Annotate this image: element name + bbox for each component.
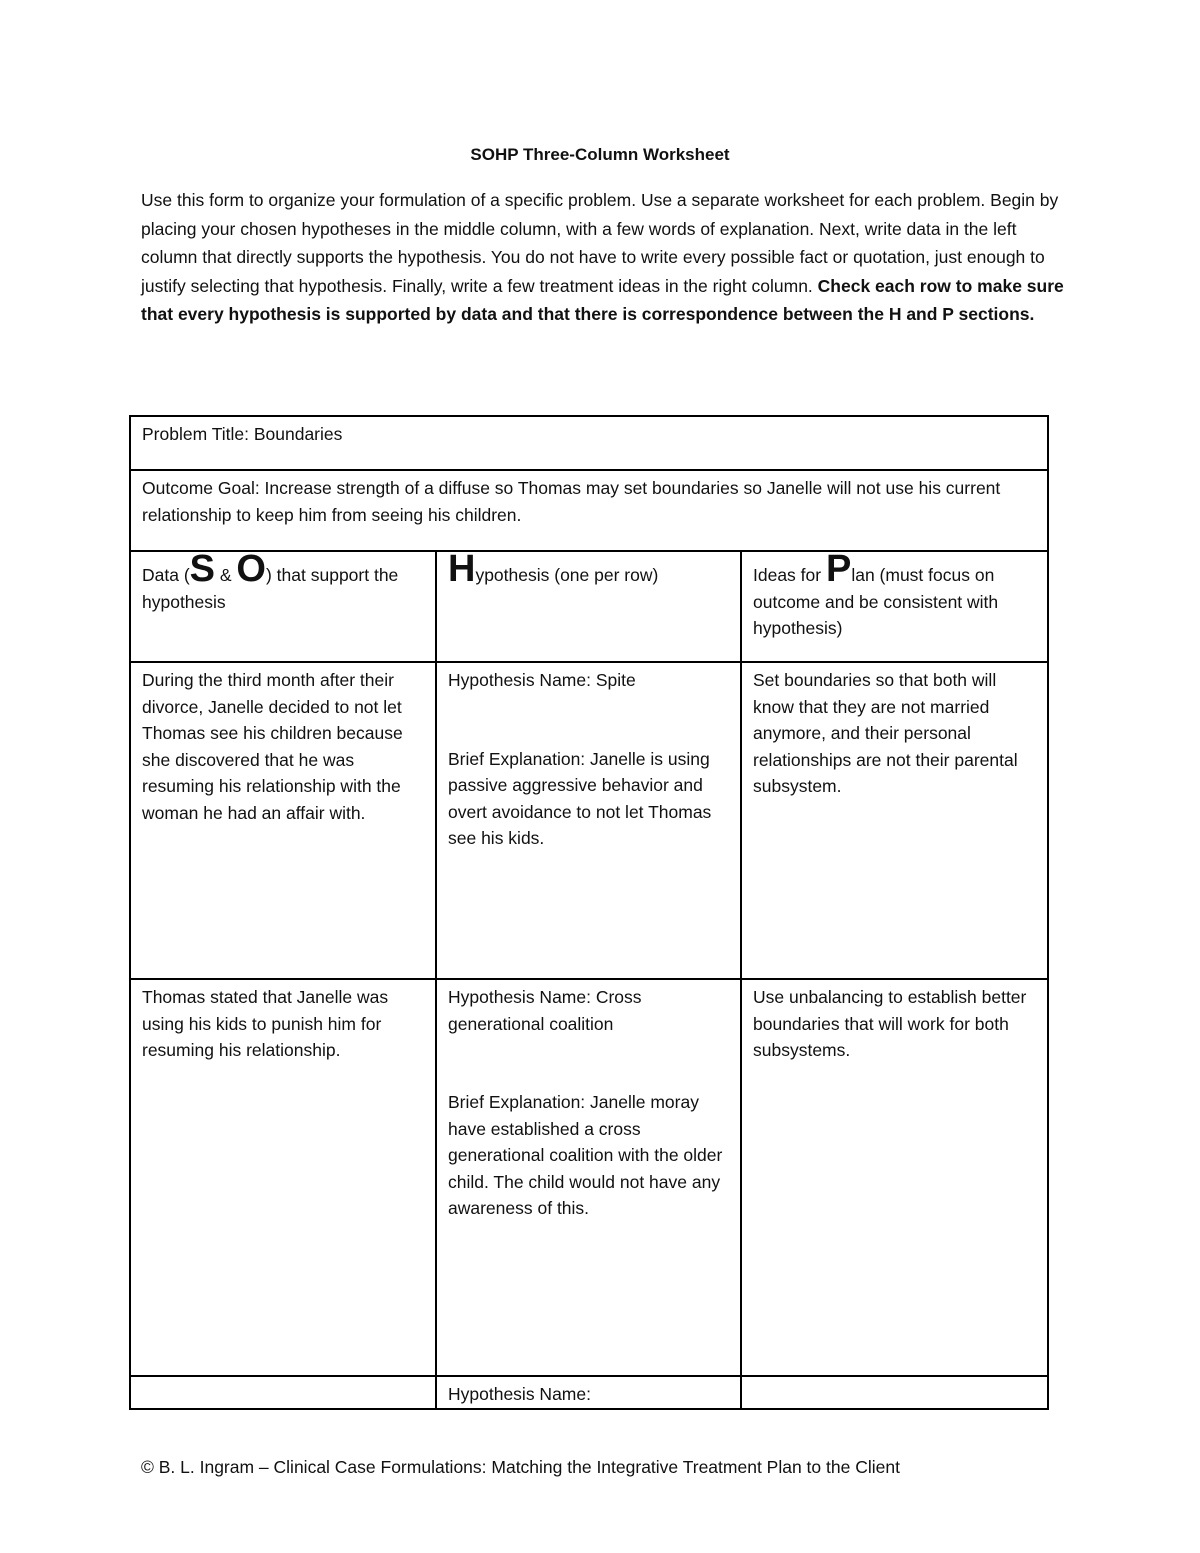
intro-bold-text: Check each row to make sure that every hypothesis is supported by data and that there is correspondence between the H and P sections.: [141, 275, 1064, 324]
data-cell: [130, 979, 436, 1376]
plan-header-text: lan (must focus on outcome and be consistent with hypothesis): [753, 565, 999, 638]
plan-header-prefix: Ideas for: [753, 565, 826, 585]
plan-cell: [741, 1376, 1048, 1409]
problem-title-cell: [130, 416, 1048, 470]
intro-paragraph: [141, 186, 1071, 329]
plan-cell: [741, 979, 1048, 1376]
hypothesis-cell: [436, 979, 741, 1376]
data-header-ampersand: &: [215, 565, 237, 585]
data-header-prefix: Data (: [142, 565, 190, 585]
hypothesis-name: Hypothesis Name:: [448, 1384, 591, 1404]
data-text: During the third month after their divorce, Janelle decided to not let Thomas see his children because she discovered that he was resuming his relationship with the woman he had an affair with.: [142, 670, 403, 823]
plan-text: Set boundaries so that both will know that they are not married anymore, and their personal relationships are not their parental subsystem.: [753, 670, 1018, 796]
hypothesis-cell: [436, 1376, 741, 1409]
hypothesis-column-header: [436, 548, 741, 662]
table-row: [130, 1376, 1048, 1409]
table-row: [130, 979, 1048, 1376]
outcome-goal-cell: [130, 470, 1048, 551]
hypothesis-explanation: Brief Explanation: Janelle is using passive aggressive behavior and overt avoidance to not let Thomas see his kids.: [448, 748, 712, 848]
hypothesis-name: Hypothesis Name: Cross generational coalition: [448, 987, 642, 1034]
data-cell: [130, 662, 436, 979]
data-header-suffix: ) that support the hypothesis: [142, 565, 399, 612]
hypothesis-name: Hypothesis Name: Spite: [448, 670, 636, 690]
hypothesis-header-text: ypothesis (one per row): [475, 565, 659, 585]
table-row: [130, 662, 1048, 979]
hypothesis-header-h-letter: H: [448, 548, 476, 590]
worksheet-table: [129, 415, 1049, 1410]
plan-header-p-letter: P: [825, 548, 852, 590]
data-text: Thomas stated that Janelle was using his kids to punish him for resuming his relationship.: [142, 987, 389, 1060]
data-header-s-letter: S: [189, 548, 216, 590]
plan-cell: [741, 662, 1048, 979]
hypothesis-cell: [436, 662, 741, 979]
plan-column-header: [741, 548, 1048, 662]
plan-text: Use unbalancing to establish better boundaries that will work for both subsystems.: [753, 987, 1027, 1060]
data-cell: [130, 1376, 436, 1409]
hypothesis-explanation: Brief Explanation: Janelle moray have established a cross generational coalition with the older child. The child would not have any awareness of this.: [448, 1092, 723, 1218]
outcome-goal: Outcome Goal: Increase strength of a diffuse so Thomas may set boundaries so Janelle will not use his current relationship to keep him from seeing his children.: [142, 478, 1001, 525]
intro-text: Use this form to organize your formulation of a specific problem. Use a separate worksheet for each problem. Begin by placing your chosen hypotheses in the middle column, with a few words of explanation. Next, write data in the left column that directly supports the hypothesis. You do not have to write every possible fact or quotation, just enough to justify selecting that hypothesis. Finally, write a few treatment ideas in the right column.: [141, 190, 1059, 296]
data-column-header: [130, 548, 436, 662]
worksheet-title: SOHP Three-Column Worksheet: [470, 145, 730, 164]
data-header-o-letter: O: [236, 548, 266, 590]
copyright-footer: © B. L. Ingram – Clinical Case Formulations: Matching the Integrative Treatment Plan to the Client: [141, 1457, 900, 1477]
problem-title: Problem Title: Boundaries: [142, 424, 343, 444]
